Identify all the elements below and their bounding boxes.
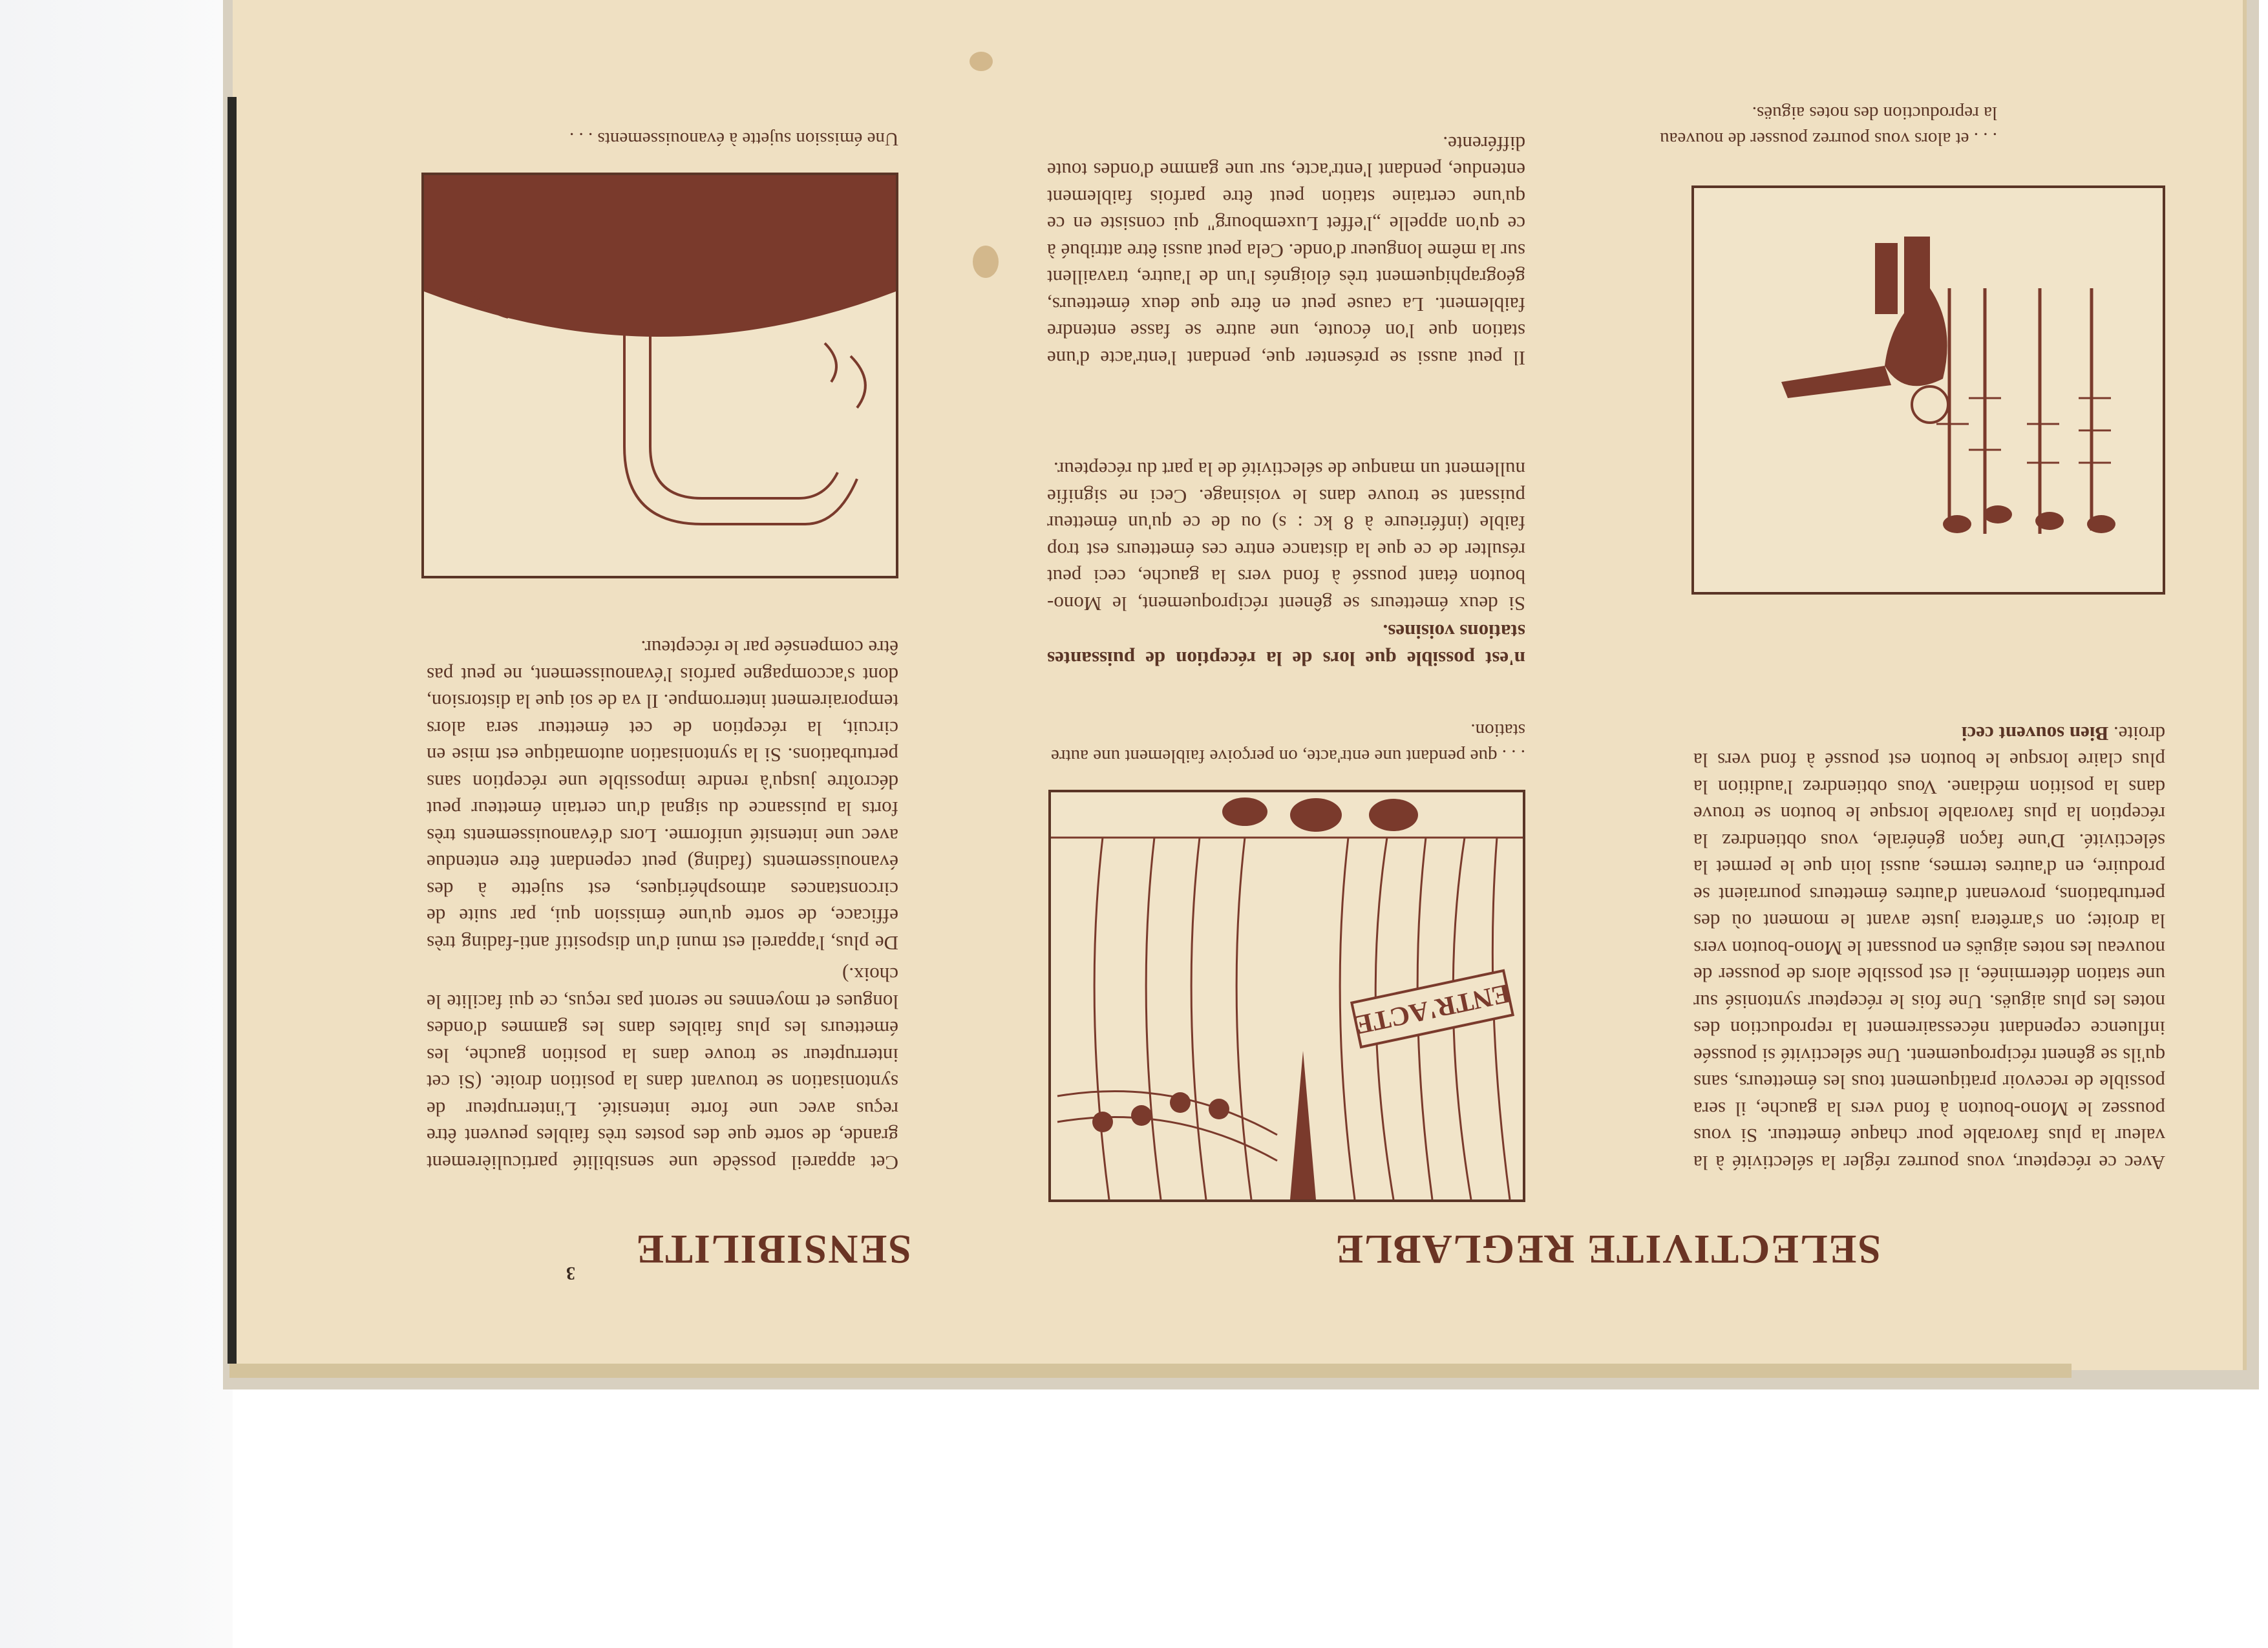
illustration-entracte-curtain [1048, 790, 1525, 1202]
entracte-curtain-drawing [1051, 792, 1523, 1199]
middle-paragraph-1: Si deux émetteurs se gênent réciproquement, le Mono-bouton étant poussé à fond vers la gauche, ceci peut résulter de ce que la distance entre ces émetteurs est trop faible (inférieure à 8 kc : s) ou de ce qu'un émetteur puissant se trouve dans le voisinage. Ceci ne signifie nullement un manque de sélectivité de la part du récepteur. [1047, 458, 1525, 615]
heading-sensibilite: SENSIBILITE [635, 1227, 911, 1273]
sensibilite-paragraph-2: De plus, l'appareil est muni d'un dispositif anti-fading très efficace, de sorte qu'une émission qui, par suite de circonstances atmosphériques, est sujette à des évanouissements (fading) peut cependant être entendue avec une intensité uniforme. Lors d'évanouissements très forts la puissance du signal d'un certain émetteur peut décroître jusqu'à rendre impossible une réception sans perturbations. Si la syntonisation automatique est mise en circuit, la réception de cet émetteur sera alors temporairement interrompue. Il va de soi que la distorsion, dont s'accompagne parfois l'évanouissement, ne peut pas être compensée par le récepteur. [427, 637, 898, 955]
caption-fading: Une émission sujette à évanouissements . . . [569, 129, 898, 149]
heading-selectivite: SELECTIVITE REGLABLE [1334, 1227, 1881, 1273]
selectivite-paragraph [1693, 721, 2165, 1177]
fading-tower-drawing [424, 175, 896, 576]
sensibilite-paragraph-1: Cet appareil possède une sensibilité particulièrement grande, de sorte que des postes très faibles peuvent être reçus avec une forte intensité. L'interrupteur de syntonisation se trouvant dans la position droite. (Si cet interrupteur se trouve dans la position gauche, les émetteurs les plus faibles dans les gammes d'ondes longues et moyennes ne seront pas reçus, ce qui facilite le choix.) [427, 964, 898, 1174]
selectivite-paragraph-text: Avec ce récepteur, vous pourrez régler la sélectivité à la valeur la plus favorable pour chaque émetteur. Si vous poussez le Mono-bouton à fond vers la gauche, il sera possible de recevoir pratiquement tous les émetteurs, sans qu'ils se gênent réciproquement. Une sélectivité si poussée influence cependant nécessairement la reproduction des notes les plus aiguës. Une fois le récepteur syntonisé sur une station déterminée, il est possible alors de pousser de nouveau les notes aiguës en poussant le Mono-bouton vers la droite; on s'arrêtera juste avant le moment où des perturbations, provenant d'autres émetteurs pourraient se produire, en d'autres termes, aussi loin que le permet la sélectivité. D'une façon générale, vous obtiendrez la réception la plus favorable lorsque le bouton se trouve dans la position médiane. Vous obtiendrez l'audition la plus claire lorsque le bouton est poussé à fond vers la droite. [1693, 723, 2165, 1174]
middle-bold-intro: n'est possible que lors de la réception de puissantes stations voisines. [1047, 620, 1525, 670]
selectivite-bold-tail: Bien souvent ceci [1961, 723, 2109, 745]
upside-down-page-content [233, 0, 2243, 1370]
page-number: 3 [566, 1263, 575, 1283]
middle-paragraph-2: Il peut aussi se présenter que, pendant l'entr'acte d'une station que l'on écoute, une autre se fasse entendre faiblement. La cause peut en être que deux émetteurs, géographiquement très éloignés l'un de l'autre, travaillent sur la même longueur d'onde. Cela peut aussi être attribué à ce qu'on appelle „l'effet Luxembourg" qui consiste en ce qu'une certaine station peut être parfois faiblement entendue, pendant l'entr'acte, sur une gamme d'ondes toute différente. [1047, 132, 1525, 370]
caption-conductor: . . . et alors vous pourrez pousser de nouveau la reproduction des notes aiguës. [1660, 103, 1997, 149]
entracte-sign-text: ENTR'ACTE [1351, 978, 1513, 1040]
scanner-background [0, 0, 233, 1648]
illustration-fading-tower [421, 173, 898, 578]
middle-intro [1047, 618, 1525, 672]
conductor-notes-drawing [1694, 188, 2163, 592]
caption-entracte: . . . que pendant une entr'acte, on perçoive faiblement une autre station. [1051, 720, 1525, 766]
illustration-conductor-notes [1691, 185, 2165, 595]
